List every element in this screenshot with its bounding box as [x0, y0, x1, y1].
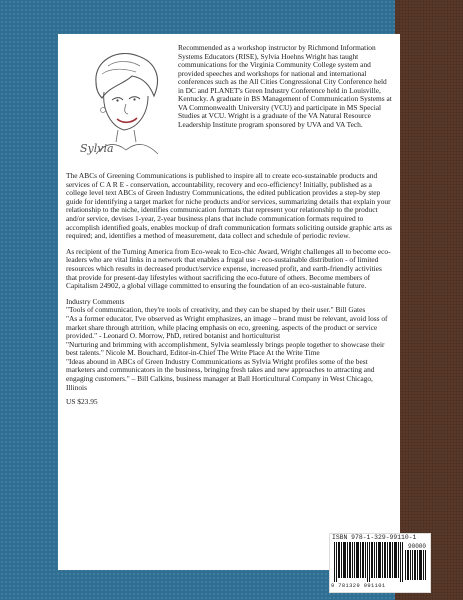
price-code: 90000: [408, 543, 427, 550]
comment-quote: "As a former educator, I've observed as Wright emphasizes, an image – brand must be relevant, avoid loss of market share through attrition, while placing emphasis on eco, greening, aspects of the product or service provided." - Leonard O. Morrow, PhD, retired botanist and horticulturist: [66, 313, 388, 341]
industry-comments: [66, 298, 392, 393]
isbn-number: ISBN 978-1-329-99110-1: [332, 534, 417, 541]
portrait-drawing: [66, 42, 184, 168]
comments-title: Industry Comments: [66, 296, 125, 306]
description-paragraph-1: The ABCs of Greening Communications is published to inspire all to create eco-sustainable products and services of C A R E - conservation, accountability, recovery and eco-efficiency! Initially, published as a college level text ABCs of Green Industry Communications, the edited publication provides a step-by step guide for identifying a target market for niche products and/or services, summarizing details that explain your relationship to the niche, identifies communication formats that represent your relationship to the product and/or service, devises 1-year, 2-year business plans that include communication formats required to accomplish identified goals, enables mockup of draft communication formats soliciting outside graphic arts as required; and, identifies a method of measurement, data collect and schedule of periodic review.: [66, 171, 392, 241]
comment-quote: "Nurturing and brimming with accomplishment, Sylvia seamlessly brings people together to showcase their best talents." Nicole M. Bouchard, Editor-in-Chief The Write Place At the Write Time: [66, 339, 385, 358]
portrait-signature: Sylvia: [80, 142, 114, 155]
back-cover-panel: [58, 34, 427, 589]
price-label: US $23.95: [66, 397, 98, 407]
isbn-barcode: [334, 542, 404, 582]
author-portrait-sketch: [66, 42, 184, 168]
barcode-digits: 9 781329 991101: [331, 583, 386, 589]
comment-quote: "Tools of communication, they're tools of creativity, and they can be shaped by their user." Bill Gates: [66, 305, 366, 315]
book-description: [66, 172, 392, 407]
comment-quote: "Ideas abound in ABCs of Green Industry Communications as Sylvia Wright profiles some of the best marketers and communicators in the business, bringing fresh takes and new approaches to attracting and engaging customers." – Bill Calkins, business manager at Ball Horticultural Company in West Chicago, Illinois: [66, 356, 375, 392]
brown-spine-strip: [395, 0, 463, 600]
description-paragraph-2: As recipient of the Turning America from Eco-weak to Eco-chic Award, Wright challenges all to become eco-leaders who are vital links in a network that enables a frugal use - eco-sustainable distribution - of limited resources which results in decreased product/service expense, increased profit, and earth-friendly activities that provide for present-day lifestyles without sacrificing the eco-future of others. Become members of Capitalism 24902, a global village committed to ensuring the foundation of an eco-sustainable future.: [66, 246, 391, 291]
isbn-barcode-box: [329, 533, 431, 593]
author-bio: Recommended as a workshop instructor by Richmond Information Systems Educators (RISE), Sylvia Hoehns Wright has taught communications for the Virginia Community College system and provided speeches and workshops for national and international conferences such as the All Cities Congressional City Conference held in DC and PLANET's Green Industry Conference held in Louisville, Kentucky. A graduate in BS Management of Communication Systems at VA Commonwealth University (VCU) and participate in MS Special Studies at VCU. Wright is a graduate of the VA Natural Resource Leadership Institute program sponsored by UVA and VA Tech.: [178, 43, 392, 129]
addon-barcode: [405, 550, 427, 580]
